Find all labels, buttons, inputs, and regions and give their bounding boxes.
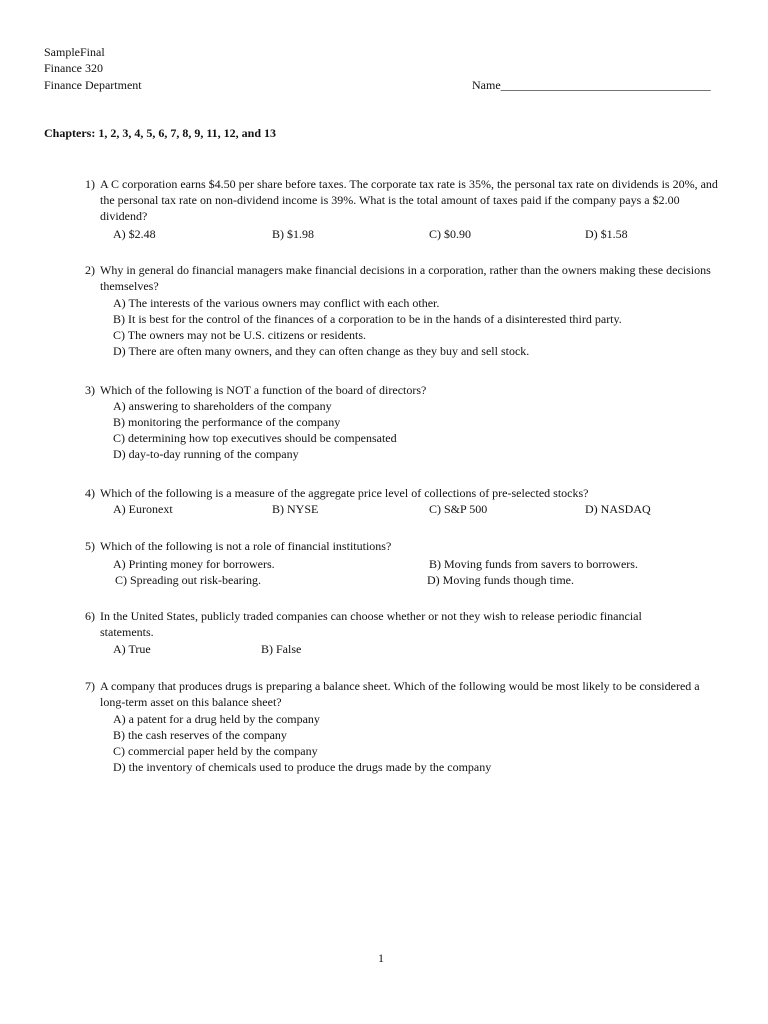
question-stem: Which of the following is NOT a function of the board of directors? [100, 383, 427, 397]
question-number: 3) [85, 383, 95, 397]
question-stem: In the United States, publicly traded companies can choose whether or not they wish to release periodic financial statements. [100, 609, 642, 639]
choice-b: B) the cash reserves of the company [113, 728, 287, 742]
choice-a: A) a patent for a drug held by the company [113, 712, 320, 726]
choice-d: D) the inventory of chemicals used to produce the drugs made by the company [113, 760, 492, 774]
exam-title: SampleFinal [44, 45, 105, 59]
page-number: 1 [378, 951, 384, 965]
question-number: 1) [85, 177, 95, 191]
choice-d: D) NASDAQ [585, 502, 651, 516]
name-field-label: Name___________________________________ [472, 78, 711, 92]
question-1 [85, 176, 725, 242]
choice-b: B) monitoring the performance of the company [113, 415, 341, 429]
choice-d: D) There are often many owners, and they can often change as they buy and sell stock. [113, 344, 530, 358]
question-7 [85, 678, 725, 775]
question-stem: Why in general do financial managers make financial decisions in a corporation, rather than the owners making these decisions themselves? [100, 263, 711, 293]
choice-c: C) commercial paper held by the company [113, 744, 318, 758]
choice-c: C) $0.90 [429, 227, 471, 241]
choice-b: B) NYSE [272, 502, 319, 516]
question-stem: A company that produces drugs is preparing a balance sheet. Which of the following would be most likely to be considered a long-term asset on this balance sheet? [100, 679, 700, 709]
question-number: 7) [85, 679, 95, 693]
choice-a: A) Printing money for borrowers. [113, 557, 275, 571]
question-stem: Which of the following is not a role of financial institutions? [100, 539, 392, 553]
question-5 [85, 538, 725, 588]
choice-c: C) determining how top executives should be compensated [113, 431, 397, 445]
choice-a: A) The interests of the various owners may conflict with each other. [113, 296, 440, 310]
choice-c: C) S&P 500 [429, 502, 488, 516]
question-2 [85, 262, 725, 359]
choice-a: A) $2.48 [113, 227, 156, 241]
chapters-line: Chapters: 1, 2, 3, 4, 5, 6, 7, 8, 9, 11, 12, and 13 [44, 126, 277, 140]
question-stem: A C corporation earns $4.50 per share before taxes. The corporate tax rate is 35%, the personal tax rate on dividends is 20%, and the personal tax rate on non-dividend income is 39%. What is the total amount of taxes paid if the company pays a $2.00 dividend? [100, 177, 718, 223]
question-4 [85, 485, 725, 517]
choice-b: B) $1.98 [272, 227, 314, 241]
choice-b: B) It is best for the control of the finances of a corporation to be in the hands of a disinterested third party. [113, 312, 622, 326]
choice-a: A) Euronext [113, 502, 173, 516]
question-number: 4) [85, 486, 95, 500]
choice-a: A) answering to shareholders of the company [113, 399, 332, 413]
question-number: 2) [85, 263, 95, 277]
question-number: 5) [85, 539, 95, 553]
question-stem: Which of the following is a measure of the aggregate price level of collections of pre-selected stocks? [100, 486, 589, 500]
question-3 [85, 382, 725, 462]
choice-a: A) True [113, 642, 151, 656]
choice-c: C) Spreading out risk-bearing. [115, 573, 261, 587]
choice-b: B) Moving funds from savers to borrowers. [429, 557, 638, 571]
department-name: Finance Department [44, 78, 142, 92]
choice-d: D) Moving funds though time. [427, 573, 574, 587]
choice-b: B) False [261, 642, 302, 656]
choice-d: D) day-to-day running of the company [113, 447, 299, 461]
question-number: 6) [85, 609, 95, 623]
choice-d: D) $1.58 [585, 227, 628, 241]
choice-c: C) The owners may not be U.S. citizens or residents. [113, 328, 367, 342]
course-name: Finance 320 [44, 61, 103, 75]
question-6 [85, 608, 725, 657]
